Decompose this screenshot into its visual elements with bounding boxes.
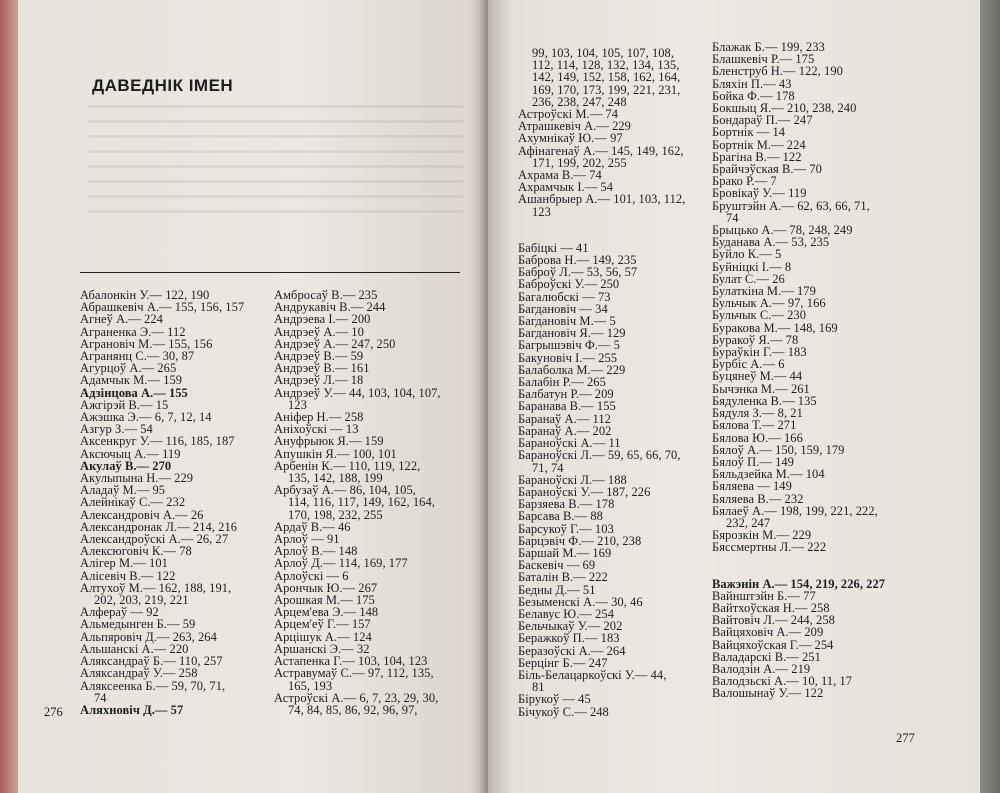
index-entry: Акулыпына Н.— 229 <box>80 471 194 486</box>
index-entry: Бровікаў У.— 119 <box>712 186 807 201</box>
index-entry: Ахумнікаў Ю.— 97 <box>518 131 623 146</box>
index-entry: Баранаў А.— 112 <box>518 411 611 426</box>
index-entry: Адамчык М.— 159 <box>80 373 183 388</box>
index-entry: Бурбіс А.— 6 <box>712 357 785 372</box>
index-entry: Баталін В.— 222 <box>518 570 608 585</box>
index-entry-continuation: 123 <box>288 397 307 412</box>
index-entry: Атрашкевіч А.— 229 <box>518 119 631 134</box>
index-entry: Бялова Т.— 271 <box>712 418 797 433</box>
divider-rule <box>80 272 460 273</box>
index-entry: Буракова М.— 148, 169 <box>712 320 838 335</box>
index-entry: Багрышэвіч Ф.— 5 <box>518 338 620 353</box>
index-entry: Арбузаў А.— 86, 104, 105, <box>274 483 416 498</box>
right-page <box>488 0 980 793</box>
index-entry: Афінагенаў А.— 145, 149, 162, <box>518 143 684 158</box>
index-entry: Бокшыц Я.— 210, 238, 240 <box>712 101 857 116</box>
index-entry: Буйніцкі І.— 8 <box>712 259 792 274</box>
index-entry: Біль-Белацаркоўскі У.— 44, <box>518 667 667 682</box>
index-entry: Акулаў В.— 270 <box>80 458 172 473</box>
index-entry-continuation: 112, 114, 128, 132, 134, 135, <box>532 58 680 73</box>
index-entry-continuation: 71, 74 <box>532 460 564 475</box>
index-entry: Андрэеў В.— 161 <box>274 361 370 376</box>
index-entry: Амбросаў В.— 235 <box>274 288 378 302</box>
index-entry: Бараноўскі А.— 11 <box>518 436 621 451</box>
index-entry: Арцем'еў Г.— 157 <box>274 617 371 632</box>
index-entry: Вайнштэйн Б.— 77 <box>712 588 816 603</box>
index-entry: Балаболка М.— 229 <box>518 362 626 377</box>
left-page <box>18 0 488 793</box>
index-entry: Аксючыц А.— 119 <box>80 446 181 461</box>
index-entry: Андрэеў А.— 247, 250 <box>274 336 396 351</box>
index-entry: Арлоў Д.— 114, 169, 177 <box>274 556 408 571</box>
index-entry-continuation: 165, 193 <box>288 678 333 693</box>
index-entry: Валошынаў У.— 122 <box>712 686 824 701</box>
index-entry: Блашкевіч Р.— 175 <box>712 52 815 67</box>
index-entry-continuation: 81 <box>532 680 545 695</box>
index-entry: Буйло К.— 5 <box>712 247 782 262</box>
index-entry: Аніфер Н.— 258 <box>274 410 364 425</box>
index-entry: Азгур З.— 54 <box>80 422 153 437</box>
index-entry: Валадарскі В.— 251 <box>712 649 821 664</box>
index-entry: Ажэшка Э.— 6, 7, 12, 14 <box>80 410 212 425</box>
index-entry: Бакуновіч І.— 255 <box>518 350 618 365</box>
bleed-through-text <box>88 105 463 225</box>
index-entry-continuation: 236, 238, 247, 248 <box>532 94 627 109</box>
page-number-right: 277 <box>896 731 915 745</box>
section-gap <box>712 554 927 578</box>
index-entry: Альшанскі А.— 220 <box>80 641 189 656</box>
index-entry: Вайцяховіч А.— 209 <box>712 625 824 640</box>
index-entry: Валодзін А.— 219 <box>712 661 811 676</box>
index-entry: Андрэева І.— 200 <box>274 312 371 327</box>
index-entry: Бортнік — 14 <box>712 125 786 140</box>
index-entry: Андрэеў А.— 10 <box>274 324 364 339</box>
index-entry: Бядуленка В.— 135 <box>712 393 817 408</box>
index-entry: Баранаў А.— 202 <box>518 423 612 438</box>
index-entry: Бленструб Н.— 122, 190 <box>712 64 843 79</box>
index-entry: Багдановіч — 34 <box>518 301 608 316</box>
index-entry: Бруштэйн А.— 62, 63, 66, 71, <box>712 198 870 213</box>
index-entry: Ануфрыюк Я.— 159 <box>274 434 384 449</box>
index-entry: Аграненка Э.— 112 <box>80 324 186 339</box>
index-entry: Аршанскі Э.— 32 <box>274 641 370 656</box>
index-entry: Андрэеў У.— 44, 103, 104, 107, <box>274 385 441 400</box>
index-entry: Арцем'ева Э.— 148 <box>274 605 379 620</box>
index-entry: Баброў Л.— 53, 56, 57 <box>518 265 638 280</box>
index-entry: Аладаў М.— 95 <box>80 483 166 498</box>
index-entry: Арлоў — 91 <box>274 532 340 547</box>
index-entry: Вайцяхоўская Г.— 254 <box>712 637 834 652</box>
index-entry: Блажак Б.— 199, 233 <box>712 40 825 54</box>
index-entry: Аляксандраў У.— 258 <box>80 666 198 681</box>
index-entry: Альмедынген Б.— 59 <box>80 617 196 632</box>
index-entry: Агнеў А.— 224 <box>80 312 163 327</box>
index-entry: Андрэеў Л.— 18 <box>274 373 364 388</box>
index-entry: Буданава А.— 53, 235 <box>712 235 830 250</box>
index-entry: Бяссмертны Л.— 222 <box>712 540 827 555</box>
index-entry-continuation: 74, 84, 85, 86, 92, 96, 97, <box>288 702 418 717</box>
index-entry: Аніхоўскі — 13 <box>274 422 359 437</box>
index-entry-continuation: 99, 103, 104, 105, 107, 108, <box>532 46 675 60</box>
index-entry: Астравумаў С.— 97, 112, 135, <box>274 666 434 681</box>
index-entry: Александроўскі А.— 26, 27 <box>80 532 229 547</box>
index-entry: Бічукоў С.— 248 <box>518 704 609 719</box>
index-entry: Барсукоў Г.— 103 <box>518 521 614 536</box>
index-entry: Брыцько А.— 78, 248, 249 <box>712 223 853 238</box>
index-entry: Астроўскі А.— 6, 7, 23, 29, 30, <box>274 690 439 705</box>
index-entry: Буракоў Я.— 78 <box>712 332 799 347</box>
index-entry: Бычэнка М.— 261 <box>712 381 810 396</box>
index-entry: Ашанбрыер А.— 101, 103, 112, <box>518 192 686 207</box>
index-entry: Бярозкін М.— 229 <box>712 528 812 543</box>
index-entry: Белавус Ю.— 254 <box>518 606 615 621</box>
index-entry: Баброва Н.— 149, 235 <box>518 253 637 268</box>
index-entry: Багдановіч Я.— 129 <box>518 326 626 341</box>
index-entry: Бондараў П.— 247 <box>712 113 813 128</box>
index-entry: Андрэеў В.— 59 <box>274 349 364 364</box>
book-cover-left-edge <box>0 0 18 793</box>
index-entry: Важэнін А.— 154, 219, 226, 227 <box>712 576 886 591</box>
index-entry: Адзінцова А.— 155 <box>80 385 188 400</box>
index-entry: Бураўкін Г.— 183 <box>712 345 807 360</box>
index-entry: Бараноўскі Л.— 188 <box>518 472 627 487</box>
index-entry: Баскевіч — 69 <box>518 558 596 573</box>
index-entry: Багдановіч М.— 5 <box>518 314 616 329</box>
index-entry: Бедны Д.— 51 <box>518 582 596 597</box>
index-entry: Агурцоў А.— 265 <box>80 361 177 376</box>
section-gap <box>518 218 718 242</box>
index-entry: Алісевіч В.— 122 <box>80 568 176 583</box>
index-entry-continuation: 74 <box>726 210 739 225</box>
index-entry: Бядуля З.— 8, 21 <box>712 406 803 421</box>
index-entry: Валодзьскі А.— 10, 11, 17 <box>712 674 853 689</box>
index-entry: Бяльдзейка М.— 104 <box>712 467 825 482</box>
index-column-1 <box>80 289 280 716</box>
index-entry: Вайтовіч Л.— 244, 258 <box>712 613 835 628</box>
index-entry: Арлоўскі — 6 <box>274 568 349 583</box>
index-entry: Брайчэўская В.— 70 <box>712 162 822 177</box>
index-entry: Алфераў — 92 <box>80 605 159 620</box>
index-entry: Баршай М.— 169 <box>518 545 612 560</box>
index-column-3 <box>518 47 718 718</box>
index-entry-continuation: 114, 116, 117, 149, 162, 164, <box>288 495 435 510</box>
index-entry: Ажгірэй В.— 15 <box>80 397 169 412</box>
index-entry: Андрукавіч В.— 244 <box>274 300 386 315</box>
index-entry: Баранава В.— 155 <box>518 399 616 414</box>
index-entry: Бяляева — 149 <box>712 479 792 494</box>
index-entry: Бялаеў А.— 198, 199, 221, 222, <box>712 503 878 518</box>
index-entry: Брагіна В.— 122 <box>712 149 802 164</box>
index-entry: Ахрама В.— 74 <box>518 168 602 183</box>
index-entry: Аляксеенка Б.— 59, 70, 71, <box>80 678 226 693</box>
index-entry-continuation: 170, 198, 232, 255 <box>288 507 383 522</box>
index-entry: Алігер М.— 101 <box>80 556 168 571</box>
index-entry: Беразоўскі А.— 264 <box>518 643 626 658</box>
index-entry: Бараноўскі У.— 187, 226 <box>518 484 651 499</box>
index-entry: Берцінг Б.— 247 <box>518 655 608 670</box>
index-entry: Бульчык А.— 97, 166 <box>712 296 826 311</box>
index-entry: Астроўскі М.— 74 <box>518 107 619 122</box>
index-entry: Аляхновіч Д.— 57 <box>80 702 184 717</box>
index-entry: Бойка Ф.— 178 <box>712 88 795 103</box>
index-entry: Бялоў П.— 149 <box>712 454 794 469</box>
index-entry: Бялова Ю.— 166 <box>712 430 803 445</box>
index-entry: Буцянеў М.— 44 <box>712 369 803 384</box>
index-entry: Арлоў В.— 148 <box>274 544 358 559</box>
index-entry: Алейнікаў С.— 232 <box>80 495 186 510</box>
index-entry: Аляксандраў Б.— 110, 257 <box>80 654 223 669</box>
index-entry: Бараноўскі Л.— 59, 65, 66, 70, <box>518 448 681 463</box>
page-number-left: 276 <box>44 705 63 719</box>
index-column-2 <box>274 289 479 716</box>
index-entry: Бабіцкі — 41 <box>518 240 589 255</box>
index-entry: Ардаў В.— 46 <box>274 519 351 534</box>
index-entry: Арончык Ю.— 267 <box>274 580 378 595</box>
index-entry-continuation: 135, 142, 188, 199 <box>288 471 383 486</box>
index-entry: Аграновіч М.— 155, 156 <box>80 336 213 351</box>
index-entry: Балабін Р.— 265 <box>518 375 606 390</box>
index-entry-continuation: 123 <box>532 204 551 219</box>
index-entry: Бельчыкаў У.— 202 <box>518 619 623 634</box>
page-title: ДАВЕДНІК ІМЕН <box>92 76 234 95</box>
index-entry: Ахрамчык І.— 54 <box>518 180 614 195</box>
index-entry: Арцішук А.— 124 <box>274 629 372 644</box>
index-entry: Апушкін Я.— 100, 101 <box>274 446 397 461</box>
index-entry: Алтухоў М.— 162, 188, 191, <box>80 580 232 595</box>
index-entry: Булаткіна М.— 179 <box>712 284 816 299</box>
index-entry: Багалюбскі — 73 <box>518 289 611 304</box>
index-entry: Балбатун Р.— 209 <box>518 387 614 402</box>
index-entry: Булат С.— 26 <box>712 271 785 286</box>
index-entry: Брако Р.— 7 <box>712 174 777 189</box>
index-entry: Аксенкруг У.— 116, 185, 187 <box>80 434 235 449</box>
index-entry: Арошкая М.— 175 <box>274 593 375 608</box>
index-entry-continuation: 74 <box>94 690 107 705</box>
index-entry-continuation: 169, 170, 173, 199, 221, 231, <box>532 82 681 97</box>
index-entry: Бортнік М.— 224 <box>712 137 806 152</box>
index-entry-continuation: 202, 203, 219, 221 <box>94 593 189 608</box>
index-entry: Бульчык С.— 230 <box>712 308 807 323</box>
index-entry: Барзяева В.— 178 <box>518 497 615 512</box>
index-entry: Алексюговіч К.— 78 <box>80 544 192 559</box>
index-entry: Бяляева В.— 232 <box>712 491 804 506</box>
index-entry: Барцэвіч Ф.— 210, 238 <box>518 533 642 548</box>
index-entry: Бялоў А.— 150, 159, 179 <box>712 442 845 457</box>
index-entry: Астапенка Г.— 103, 104, 123 <box>274 654 428 669</box>
index-entry: Александровіч А.— 26 <box>80 507 204 522</box>
index-entry: Вайтхоўская Н.— 258 <box>712 600 830 615</box>
index-entry: Абрашкевіч А.— 155, 156, 157 <box>80 300 245 315</box>
index-entry: Барсава В.— 88 <box>518 509 603 524</box>
index-entry-continuation: 142, 149, 152, 158, 162, 164, <box>532 70 681 85</box>
index-entry: Баброўскі У.— 250 <box>518 277 620 292</box>
index-entry-continuation: 171, 199, 202, 255 <box>532 155 627 170</box>
index-entry-continuation: 232, 247 <box>726 515 771 530</box>
index-entry: Беражкоў П.— 183 <box>518 631 620 646</box>
index-entry: Бірукоў — 45 <box>518 692 591 707</box>
index-entry: Альпяровіч Д.— 263, 264 <box>80 629 217 644</box>
index-entry: Абалонкін У.— 122, 190 <box>80 288 210 302</box>
index-entry: Александронак Л.— 214, 216 <box>80 519 238 534</box>
index-entry: Бляхін П.— 43 <box>712 76 792 91</box>
index-entry: Безыменскі А.— 30, 46 <box>518 594 643 609</box>
index-entry: Агранянц С.— 30, 87 <box>80 349 195 364</box>
book-cover-right-edge <box>980 0 1000 793</box>
index-column-4 <box>712 41 927 700</box>
index-entry: Арбенін К.— 110, 119, 122, <box>274 458 421 473</box>
